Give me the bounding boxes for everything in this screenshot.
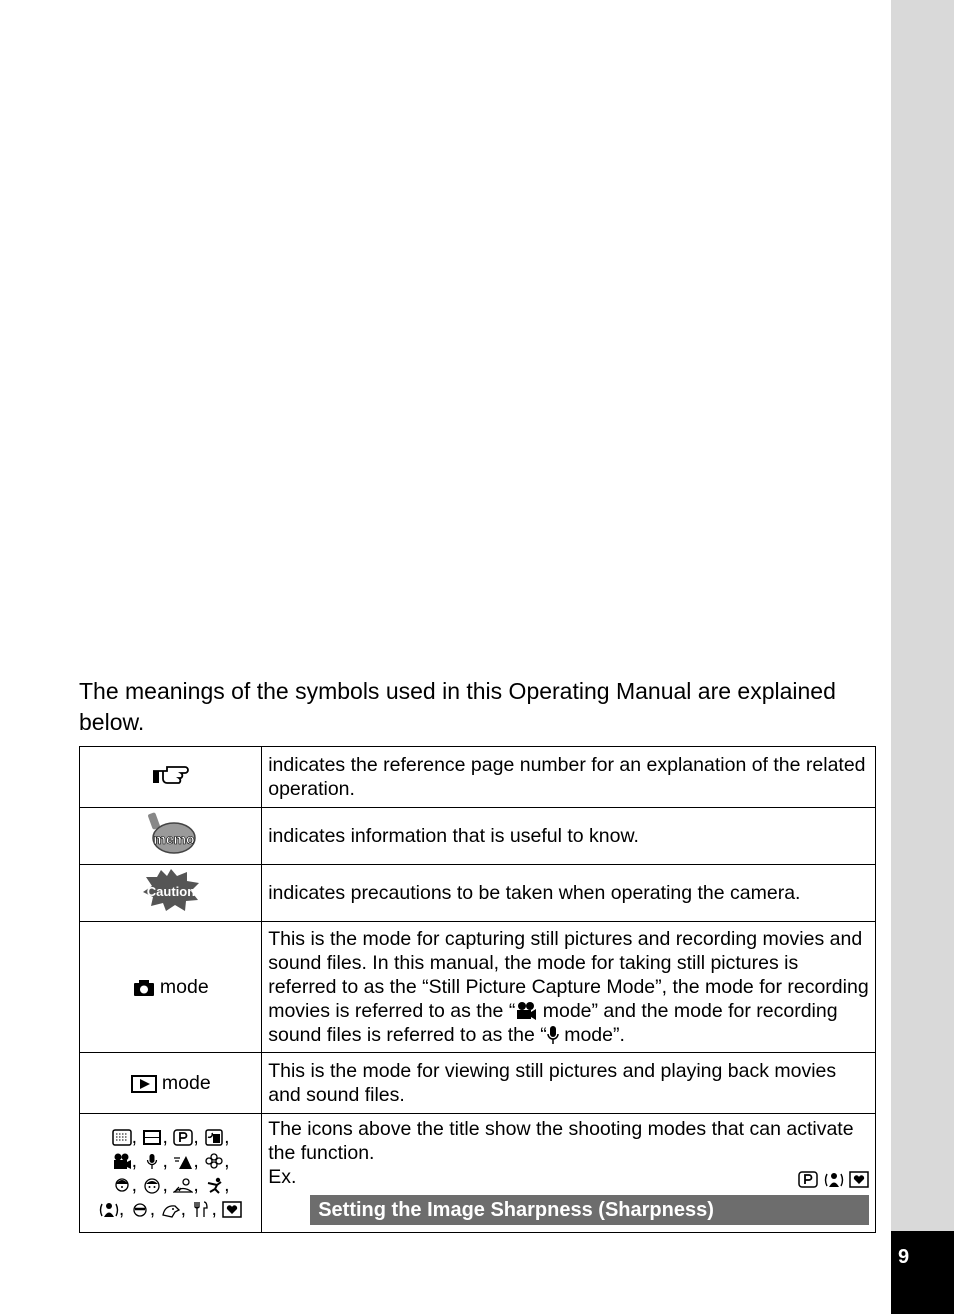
symbol-cell — [80, 1053, 262, 1114]
description-text: The icons above the title show the shooting modes that can activate the function. — [268, 1118, 854, 1164]
example-icons — [798, 1167, 869, 1191]
description-cell — [262, 922, 876, 1053]
microphone-icon — [142, 1153, 162, 1170]
anti-shake-icon — [99, 1201, 119, 1218]
table-row — [80, 922, 876, 1053]
face-icon — [142, 1177, 162, 1194]
example-line — [268, 1165, 869, 1189]
symbol-cell: , , , , , , , , , , , , , , , , — [80, 1114, 262, 1233]
caution-icon — [141, 868, 201, 912]
mode-label: mode — [159, 976, 209, 998]
table-row — [80, 1053, 876, 1114]
grid-icon — [112, 1129, 132, 1146]
auto-pict-icon — [142, 1129, 162, 1146]
snow-icon — [173, 1177, 193, 1194]
example-label: Ex. — [268, 1166, 297, 1188]
pointing-hand-icon — [151, 763, 191, 785]
mode-label: mode — [161, 1072, 211, 1094]
sports-icon — [204, 1177, 224, 1194]
description-text: mode” and the mode for recording sound files is referred to as the “ — [268, 1000, 838, 1046]
portrait-icon — [112, 1177, 132, 1194]
description-text: This is the mode for capturing still pictures and recording movies and sound files. In this manual, the mode for taking still pictures is referred to as the “Still Picture Capture Mode”, the mode for recording movies is referred to as the “ — [268, 928, 869, 1022]
program-icon — [173, 1129, 193, 1146]
description-cell — [262, 1114, 876, 1233]
intro-text: The meanings of the symbols used in this Operating Manual are explained below. — [79, 678, 836, 735]
food-icon — [191, 1201, 211, 1218]
table-row — [80, 1114, 876, 1233]
program-icon — [798, 1171, 818, 1188]
symbol-cell — [80, 922, 262, 1053]
frame-icon — [849, 1171, 869, 1188]
description-cell: indicates precautions to be taken when operating the camera. — [262, 865, 876, 922]
camera-icon — [133, 979, 155, 997]
table-row — [80, 865, 876, 922]
table-row — [80, 747, 876, 808]
movie-icon — [112, 1153, 132, 1170]
flower-icon — [204, 1153, 224, 1170]
night-scene-icon — [204, 1129, 224, 1146]
anti-shake-icon — [824, 1171, 844, 1188]
description-cell: This is the mode for viewing still pictures and playing back movies and sound files. — [262, 1053, 876, 1114]
symbol-table — [79, 746, 876, 1233]
movie-icon — [515, 1001, 537, 1021]
description-text: mode”. — [558, 1024, 625, 1046]
symbol-cell — [80, 865, 262, 922]
caution-icon-text: Caution — [146, 884, 195, 899]
kids-icon — [161, 1201, 181, 1218]
page-tab — [891, 1231, 954, 1314]
playback-icon — [131, 1075, 157, 1093]
description-cell: indicates information that is useful to know. — [262, 808, 876, 865]
pet-icon — [130, 1201, 150, 1218]
microphone-icon — [547, 1025, 559, 1045]
frame-icon — [222, 1201, 242, 1218]
table-row — [80, 808, 876, 865]
symbol-cell — [80, 747, 262, 808]
page-number: 9 — [898, 1246, 910, 1268]
example-title-bar: Setting the Image Sharpness (Sharpness) — [310, 1195, 869, 1225]
memo-icon-text: memo — [152, 831, 195, 847]
side-strip — [891, 0, 954, 1314]
symbol-cell — [80, 808, 262, 865]
description-cell: indicates the reference page number for an explanation of the related operation. — [262, 747, 876, 808]
memo-icon — [144, 811, 198, 855]
landscape-icon — [173, 1153, 193, 1170]
